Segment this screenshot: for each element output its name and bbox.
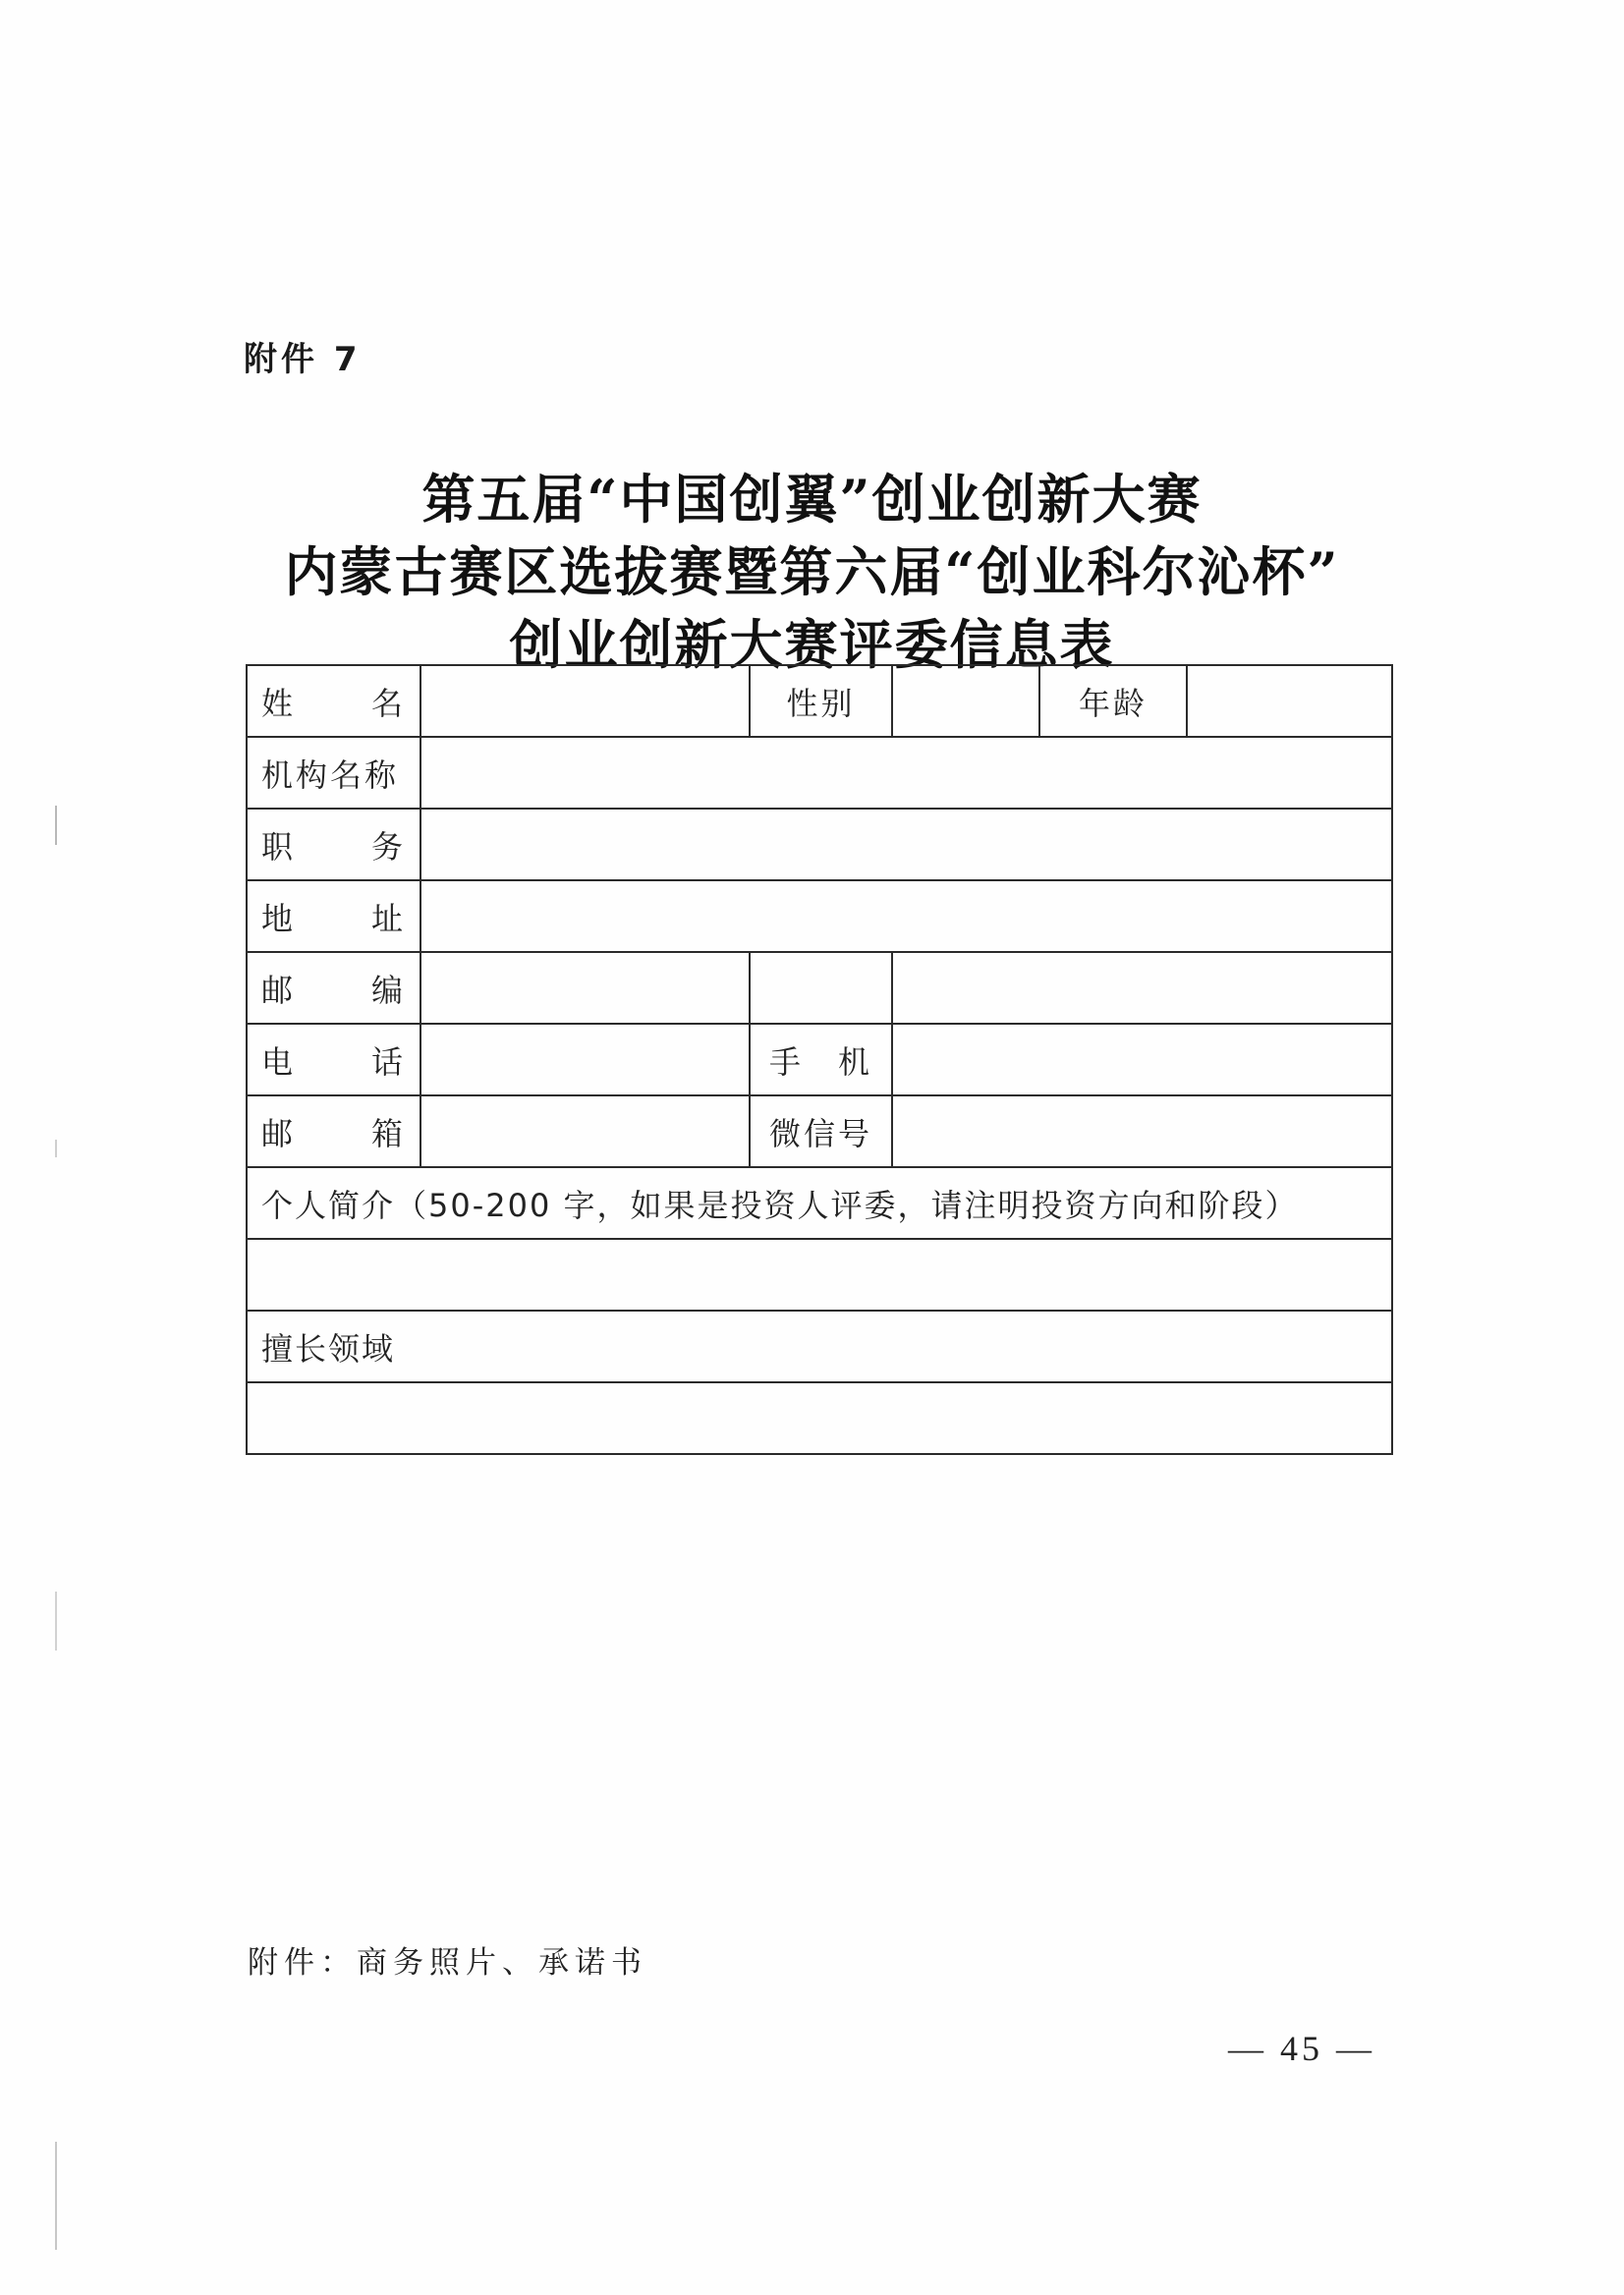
form-row-expertise-field [247,1382,1392,1454]
email-label: 邮 箱 [247,1095,420,1167]
name-label: 姓 名 [247,665,420,737]
bio-label: 个人简介（50-200 字，如果是投资人评委，请注明投资方向和阶段） [247,1167,1392,1239]
bio-field[interactable] [247,1239,1392,1311]
position-label: 职 务 [247,809,420,880]
postcode-extra-cell[interactable] [750,952,892,1024]
postcode-label: 邮 编 [247,952,420,1024]
wechat-field[interactable] [892,1095,1392,1167]
address-field[interactable] [420,880,1392,952]
scan-edge-mark [55,2142,57,2250]
form-row-bio-field [247,1239,1392,1311]
name-field[interactable] [420,665,750,737]
form-row-bio-label [247,1167,1392,1239]
wechat-label: 微信号 [750,1095,892,1167]
title-line-2: 内蒙古赛区选拔赛暨第六届“创业科尔沁杯” [284,540,1340,603]
mobile-label: 手 机 [750,1024,892,1095]
age-field[interactable] [1187,665,1392,737]
email-field[interactable] [420,1095,750,1167]
gender-label: 性别 [750,665,892,737]
title-line-1: 第五届“中国创翼”创业创新大赛 [421,468,1203,531]
organization-field[interactable] [420,737,1392,809]
form-row-postcode [247,952,1392,1024]
address-label: 地 址 [247,880,420,952]
organization-label: 机构名称 [247,737,420,809]
page-number: — 45 — [1228,2029,1375,2068]
scan-edge-mark [55,1592,57,1651]
position-field[interactable] [420,809,1392,880]
scan-edge-mark [55,1140,57,1157]
attachment-label: 附件 7 [244,340,362,379]
form-row-email [247,1095,1392,1167]
attachment-note: 附件：商务照片、承诺书 [248,1945,647,1981]
expertise-field[interactable] [247,1382,1392,1454]
phone-field[interactable] [420,1024,750,1095]
expertise-label: 擅长领域 [247,1311,1392,1382]
phone-label: 电 话 [247,1024,420,1095]
age-label: 年龄 [1039,665,1187,737]
judge-info-form [246,664,1393,1455]
mobile-field[interactable] [892,1024,1392,1095]
postcode-extra-field[interactable] [892,952,1392,1024]
form-row-organization [247,737,1392,809]
form-row-name [247,665,1392,737]
title-line-3: 创业创新大赛评委信息表 [509,613,1115,676]
gender-field[interactable] [892,665,1039,737]
form-row-address [247,880,1392,952]
form-row-position [247,809,1392,880]
postcode-field[interactable] [420,952,750,1024]
scan-edge-mark [55,806,57,845]
form-row-phone [247,1024,1392,1095]
form-row-expertise-label [247,1311,1392,1382]
